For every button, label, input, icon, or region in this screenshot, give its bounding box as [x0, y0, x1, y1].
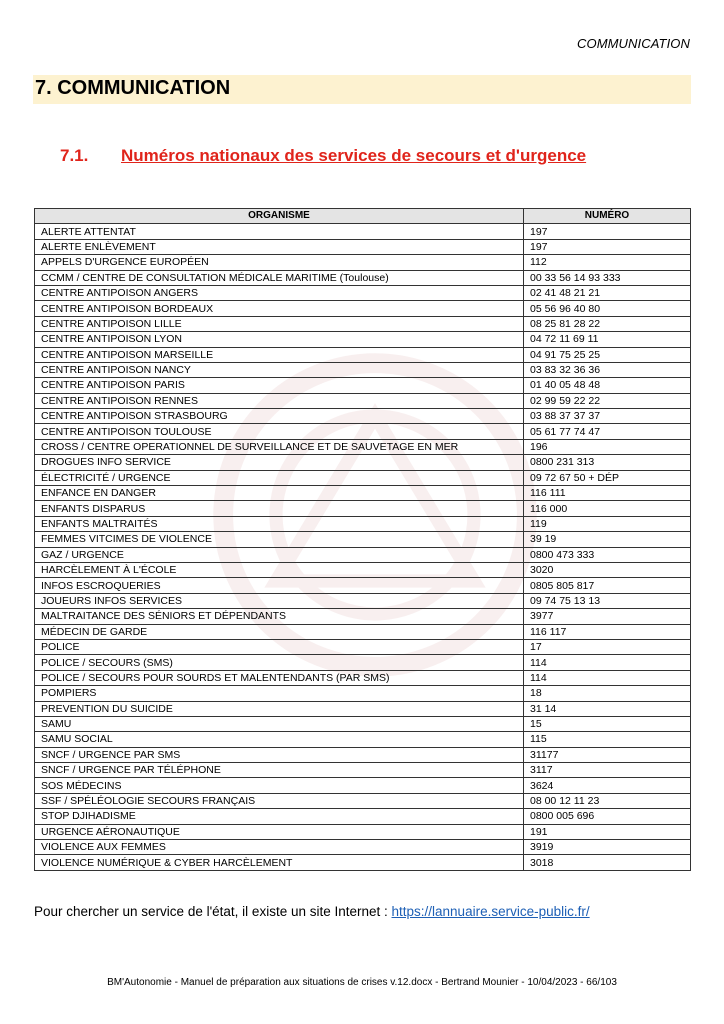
table-row [35, 547, 691, 562]
table-row [35, 732, 691, 747]
numero-cell: 0800 231 313 [524, 455, 691, 470]
table-row [35, 409, 691, 424]
table-row [35, 716, 691, 731]
organisme-cell: CENTRE ANTIPOISON MARSEILLE [35, 347, 524, 362]
table-row [35, 439, 691, 454]
numero-cell: 15 [524, 716, 691, 731]
table-row [35, 778, 691, 793]
emergency-numbers-table [34, 208, 691, 871]
table-row [35, 793, 691, 808]
numero-cell: 197 [524, 224, 691, 239]
numero-cell: 05 61 77 74 47 [524, 424, 691, 439]
table-row [35, 532, 691, 547]
chapter-title: 7. COMMUNICATION [35, 77, 231, 99]
numero-cell: 3977 [524, 609, 691, 624]
table-row [35, 809, 691, 824]
table-row [35, 855, 691, 870]
table-row [35, 701, 691, 716]
organisme-cell: POLICE / SECOURS (SMS) [35, 655, 524, 670]
table-row [35, 393, 691, 408]
numero-cell: 116 111 [524, 486, 691, 501]
numero-cell: 17 [524, 639, 691, 654]
table-row [35, 362, 691, 377]
numero-cell: 04 91 75 25 25 [524, 347, 691, 362]
table-row [35, 609, 691, 624]
organisme-cell: CENTRE ANTIPOISON STRASBOURG [35, 409, 524, 424]
numero-cell: 04 72 11 69 11 [524, 332, 691, 347]
organisme-cell: VIOLENCE AUX FEMMES [35, 840, 524, 855]
numero-cell: 31177 [524, 747, 691, 762]
table-row [35, 562, 691, 577]
organisme-cell: ALERTE ATTENTAT [35, 224, 524, 239]
table-row [35, 763, 691, 778]
table-row [35, 332, 691, 347]
organisme-cell: POLICE [35, 639, 524, 654]
numero-cell: 09 74 75 13 13 [524, 593, 691, 608]
organisme-cell: SAMU SOCIAL [35, 732, 524, 747]
organisme-cell: PREVENTION DU SUICIDE [35, 701, 524, 716]
organisme-cell: MALTRAITANCE DES SÉNIORS ET DÉPENDANTS [35, 609, 524, 624]
table-row [35, 624, 691, 639]
table-row [35, 255, 691, 270]
service-note [34, 904, 590, 919]
numero-cell: 08 25 81 28 22 [524, 316, 691, 331]
organisme-cell: CENTRE ANTIPOISON BORDEAUX [35, 301, 524, 316]
table-row [35, 501, 691, 516]
service-public-link[interactable]: https://lannuaire.service-public.fr/ [391, 904, 590, 919]
organisme-cell: FEMMES VITCIMES DE VIOLENCE [35, 532, 524, 547]
organisme-cell: CENTRE ANTIPOISON LYON [35, 332, 524, 347]
table-row [35, 470, 691, 485]
page-footer: BM'Autonomie - Manuel de préparation aux situations de crises v.12.docx - Bertrand Mounier - 10/04/2023 - 66/103 [107, 977, 617, 988]
organisme-cell: URGENCE AÉRONAUTIQUE [35, 824, 524, 839]
organisme-cell: SNCF / URGENCE PAR SMS [35, 747, 524, 762]
organisme-cell: ENFANTS MALTRAITÉS [35, 516, 524, 531]
organisme-cell: SSF / SPÉLÉOLOGIE SECOURS FRANÇAIS [35, 793, 524, 808]
table-row [35, 486, 691, 501]
table-body [35, 224, 691, 870]
table-row [35, 455, 691, 470]
table-row [35, 840, 691, 855]
numero-cell: 3020 [524, 562, 691, 577]
numero-cell: 02 99 59 22 22 [524, 393, 691, 408]
table-header-row [35, 209, 691, 224]
column-header-numero: NUMÉRO [524, 209, 691, 224]
organisme-cell: ALERTE ENLÈVEMENT [35, 239, 524, 254]
organisme-cell: JOUEURS INFOS SERVICES [35, 593, 524, 608]
organisme-cell: VIOLENCE NUMÉRIQUE & CYBER HARCÈLEMENT [35, 855, 524, 870]
numero-cell: 05 56 96 40 80 [524, 301, 691, 316]
organisme-cell: ENFANTS DISPARUS [35, 501, 524, 516]
numero-cell: 116 117 [524, 624, 691, 639]
table-row [35, 670, 691, 685]
table-row [35, 285, 691, 300]
organisme-cell: APPELS D'URGENCE EUROPÉEN [35, 255, 524, 270]
organisme-cell: GAZ / URGENCE [35, 547, 524, 562]
numero-cell: 02 41 48 21 21 [524, 285, 691, 300]
section-title: Numéros nationaux des services de secours et d'urgence [121, 146, 587, 165]
organisme-cell: CENTRE ANTIPOISON TOULOUSE [35, 424, 524, 439]
chapter-band [33, 75, 691, 104]
organisme-cell: SAMU [35, 716, 524, 731]
numero-cell: 3919 [524, 840, 691, 855]
table-row [35, 686, 691, 701]
numero-cell: 03 88 37 37 37 [524, 409, 691, 424]
table-row [35, 655, 691, 670]
numero-cell: 0800 005 696 [524, 809, 691, 824]
organisme-cell: ÉLECTRICITÉ / URGENCE [35, 470, 524, 485]
numero-cell: 3018 [524, 855, 691, 870]
table-row [35, 824, 691, 839]
table-row [35, 270, 691, 285]
organisme-cell: DROGUES INFO SERVICE [35, 455, 524, 470]
numero-cell: 196 [524, 439, 691, 454]
organisme-cell: ENFANCE EN DANGER [35, 486, 524, 501]
organisme-cell: CENTRE ANTIPOISON LILLE [35, 316, 524, 331]
organisme-cell: POMPIERS [35, 686, 524, 701]
numero-cell: 0800 473 333 [524, 547, 691, 562]
column-header-organisme: ORGANISME [35, 209, 524, 224]
numero-cell: 119 [524, 516, 691, 531]
organisme-cell: CROSS / CENTRE OPERATIONNEL DE SURVEILLANCE ET DE SAUVETAGE EN MER [35, 439, 524, 454]
organisme-cell: INFOS ESCROQUERIES [35, 578, 524, 593]
organisme-cell: POLICE / SECOURS POUR SOURDS ET MALENTENDANTS (PAR SMS) [35, 670, 524, 685]
numero-cell: 114 [524, 670, 691, 685]
organisme-cell: SNCF / URGENCE PAR TÉLÉPHONE [35, 763, 524, 778]
numero-cell: 3117 [524, 763, 691, 778]
numero-cell: 31 14 [524, 701, 691, 716]
table-row [35, 593, 691, 608]
numero-cell: 00 33 56 14 93 333 [524, 270, 691, 285]
table-row [35, 516, 691, 531]
organisme-cell: MÉDECIN DE GARDE [35, 624, 524, 639]
numero-cell: 114 [524, 655, 691, 670]
section-number: 7.1. [60, 146, 89, 165]
numero-cell: 112 [524, 255, 691, 270]
table-row [35, 239, 691, 254]
numero-cell: 03 83 32 36 36 [524, 362, 691, 377]
table-row [35, 347, 691, 362]
running-header: COMMUNICATION [577, 36, 690, 51]
table-row [35, 639, 691, 654]
section-heading [60, 146, 586, 166]
service-note-text: Pour chercher un service de l'état, il existe un site Internet : [34, 904, 392, 919]
table-row [35, 424, 691, 439]
organisme-cell: CENTRE ANTIPOISON ANGERS [35, 285, 524, 300]
numero-cell: 08 00 12 11 23 [524, 793, 691, 808]
numero-cell: 18 [524, 686, 691, 701]
numero-cell: 0805 805 817 [524, 578, 691, 593]
numero-cell: 01 40 05 48 48 [524, 378, 691, 393]
table-row [35, 224, 691, 239]
organisme-cell: CENTRE ANTIPOISON PARIS [35, 378, 524, 393]
numero-cell: 115 [524, 732, 691, 747]
numero-cell: 191 [524, 824, 691, 839]
table-row [35, 378, 691, 393]
numero-cell: 09 72 67 50 + DÉP [524, 470, 691, 485]
numero-cell: 197 [524, 239, 691, 254]
organisme-cell: CENTRE ANTIPOISON NANCY [35, 362, 524, 377]
organisme-cell: CENTRE ANTIPOISON RENNES [35, 393, 524, 408]
organisme-cell: CCMM / CENTRE DE CONSULTATION MÉDICALE MARITIME (Toulouse) [35, 270, 524, 285]
organisme-cell: HARCÈLEMENT À L'ÉCOLE [35, 562, 524, 577]
table-row [35, 301, 691, 316]
organisme-cell: SOS MÉDECINS [35, 778, 524, 793]
table-row [35, 316, 691, 331]
numero-cell: 116 000 [524, 501, 691, 516]
numero-cell: 3624 [524, 778, 691, 793]
table-row [35, 578, 691, 593]
organisme-cell: STOP DJIHADISME [35, 809, 524, 824]
table-row [35, 747, 691, 762]
numero-cell: 39 19 [524, 532, 691, 547]
